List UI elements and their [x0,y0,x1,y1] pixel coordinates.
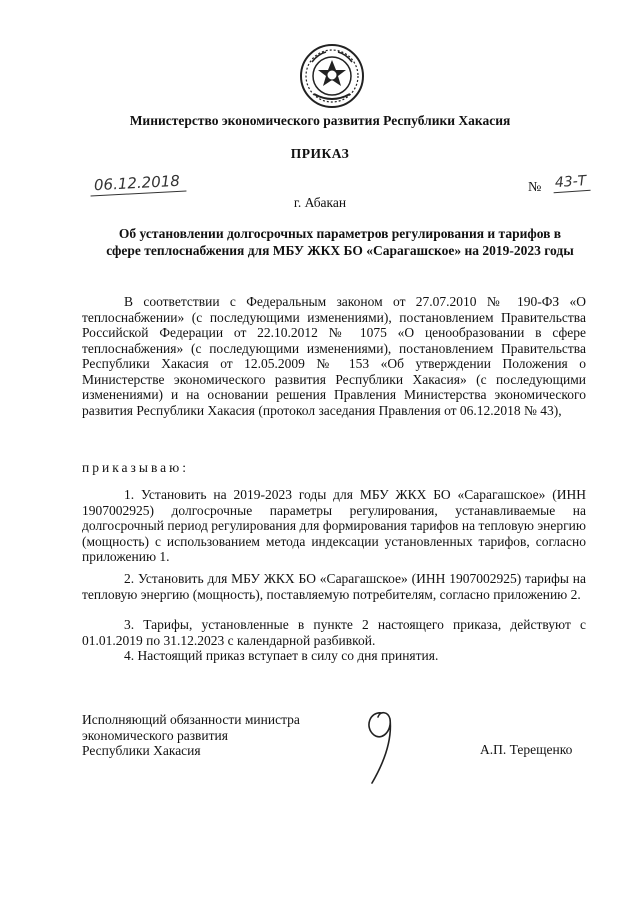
preamble-paragraph: В соответствии с Федеральным законом от 27.07.2010 № 190-ФЗ «О теплоснабжении» (с последующими изменениями), постановлением Правительства Российской Федерации от 22.10.2012 № 1075 «О ценообразовании в сфере теплоснабжения» (с последующими изменениями), постановлением Правительства Республики Хакасия от 12.05.2009 № 153 «Об утверждении Положения о Министерстве экономического развития Республики Хакасия» (с последующими изменениями) и на основании решения Правления Министерства экономического развития Республики Хакасия (протокол заседания Правления от 06.12.2018 № 43), [82,294,586,418]
signer-title-line-1: Исполняющий обязанности министра [82,712,300,727]
signer-title [82,712,300,759]
document-type: ПРИКАЗ [290,146,350,161]
signer-title-line-2: экономического развития [82,727,228,743]
ministry-name: Министерство экономического развития Республики Хакасия [129,113,511,128]
signer-name: А.П. Терещенко [480,742,573,757]
order-date: 06.12.2018 [90,172,187,197]
order-number: 43-Т [552,173,591,194]
order-item-4: 4. Настоящий приказ вступает в силу со дня принятия. [124,648,439,663]
order-number-label: № [528,180,542,195]
order-item-2: 2. Установить для МБУ ЖКХ БО «Сарагашское» (ИНН 1907002925) тарифы на тепловую энергию (мощность), поставляемую потребителям, согласно приложению 2. [82,571,586,602]
signer-title-line-3: Республики Хакасия [82,743,201,758]
signature-icon [352,705,412,787]
order-item-1: 1. Установить на 2019-2023 годы для МБУ ЖКХ БО «Сарагашское» (ИНН 1907002925) долгосрочные параметры регулирования, устанавливаемые на долгосрочный период регулирования для формирования тарифов на тепловую энергию (мощность) с использованием метода индексации установленных тарифов, согласно приложению 1. [82,487,586,564]
city: г. Абакан [293,195,347,210]
coat-of-arms-icon [298,42,366,110]
order-item-3: 3. Тарифы, установленные в пункте 2 настоящего приказа, действуют с 01.01.2019 по 31.12.2023 с календарной разбивкой. [82,617,586,648]
command-word: приказываю: [82,460,189,475]
order-title: Об установлении долгосрочных параметров регулирования и тарифов в сфере теплоснабжения для МБУ ЖКХ БО «Сарагашское» на 2019-2023 годы [106,226,574,258]
